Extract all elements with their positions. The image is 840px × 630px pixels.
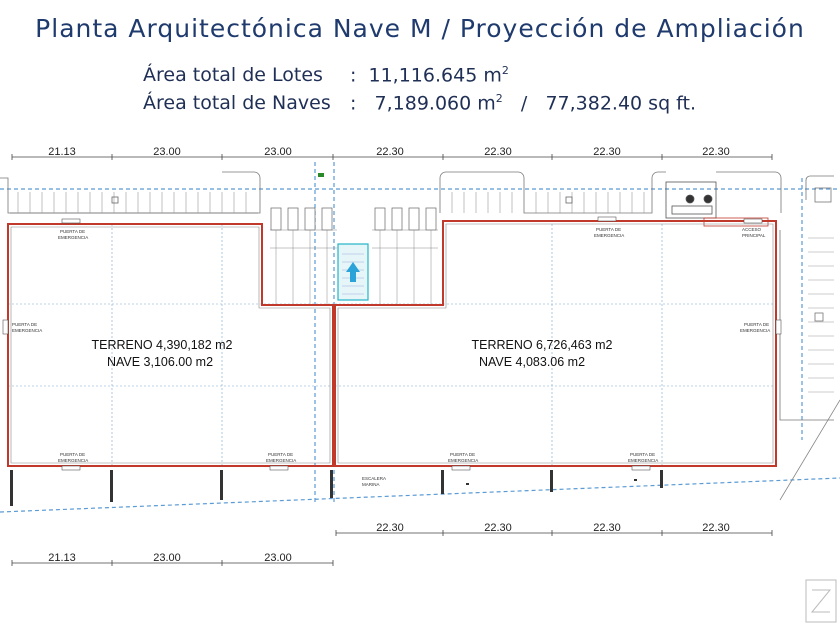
top-dim-5: 22.30 (484, 146, 512, 158)
parking-right (780, 176, 840, 500)
naves-colon: : (350, 92, 357, 115)
top-dim-7: 22.30 (702, 146, 730, 158)
stair-label-b: MARINA (362, 482, 380, 487)
door-label-5a: PUERTA DE (60, 452, 86, 457)
bottom-left-dimension-line (12, 552, 333, 566)
lotes-area-label: Área total de Lotes (143, 64, 323, 87)
door-label-3b: EMERGENCIA (12, 328, 43, 333)
bottom-left-dim-1: 21.13 (48, 552, 76, 564)
central-ramp (338, 244, 368, 300)
exterior-columns (10, 470, 663, 506)
left-terreno-label: TERRENO 4,390,182 m2 (91, 338, 233, 352)
naves-area-label: Área total de Naves (143, 92, 331, 115)
door-label-3a: PUERTA DE (12, 322, 38, 327)
right-nave-label: NAVE 4,083.06 m2 (478, 355, 586, 369)
door-label-8b: EMERGENCIA (628, 458, 659, 463)
naves-superscript: 2 (495, 92, 503, 105)
door-label-4b: EMERGENCIA (740, 328, 771, 333)
door-label-2a: PUERTA DE (596, 227, 622, 232)
top-dim-1: 21.13 (48, 146, 76, 158)
lotes-superscript: 2 (501, 64, 509, 77)
door-label-7a: PUERTA DE (450, 452, 476, 457)
door-label-6a: PUERTA DE (268, 452, 294, 457)
naves-slash: / (520, 92, 528, 115)
access-label-a: ACCESO (742, 227, 762, 232)
bottom-right-dim-1: 22.30 (376, 522, 404, 534)
door-label-4a: PUERTA DE (744, 322, 770, 327)
bottom-left-dim-3: 23.00 (264, 552, 292, 564)
bottom-right-dim-4: 22.30 (702, 522, 730, 534)
left-nave-label: NAVE 3,106.00 m2 (106, 355, 214, 369)
naves-area-value-sqft: 77,382.40 sq ft. (545, 92, 697, 115)
site-boundary (0, 162, 840, 512)
bottom-right-dim-3: 22.30 (593, 522, 621, 534)
top-dim-4: 22.30 (376, 146, 404, 158)
door-label-7b: EMERGENCIA (448, 458, 479, 463)
bottom-right-dimension-line (336, 522, 772, 536)
parking-strip-top (0, 172, 781, 213)
corner-watermark-icon (806, 580, 836, 622)
door-label-5b: EMERGENCIA (58, 458, 89, 463)
right-terreno-label: TERRENO 6,726,463 m2 (471, 338, 613, 352)
door-label-8a: PUERTA DE (630, 452, 656, 457)
door-label-1b: EMERGENCIA (58, 235, 89, 240)
top-dimension-line (12, 146, 772, 160)
naves-area-value-m2: 7,189.060 m (374, 92, 496, 115)
page-title: Planta Arquitectónica Nave M / Proyección de Ampliación (35, 14, 805, 43)
top-dim-6: 22.30 (593, 146, 621, 158)
door-label-6b: EMERGENCIA (266, 458, 297, 463)
bottom-right-dim-2: 22.30 (484, 522, 512, 534)
top-dim-2: 23.00 (153, 146, 181, 158)
access-label-b: PRINCIPAL (742, 233, 766, 238)
stair-label-a: ESCALERA (362, 476, 387, 481)
bottom-left-dim-2: 23.00 (153, 552, 181, 564)
lotes-area-value: 11,116.645 m (368, 64, 502, 87)
door-label-2b: EMERGENCIA (594, 233, 625, 238)
top-dim-3: 23.00 (264, 146, 292, 158)
lotes-colon: : (350, 64, 357, 87)
door-label-1a: PUERTA DE (60, 229, 86, 234)
